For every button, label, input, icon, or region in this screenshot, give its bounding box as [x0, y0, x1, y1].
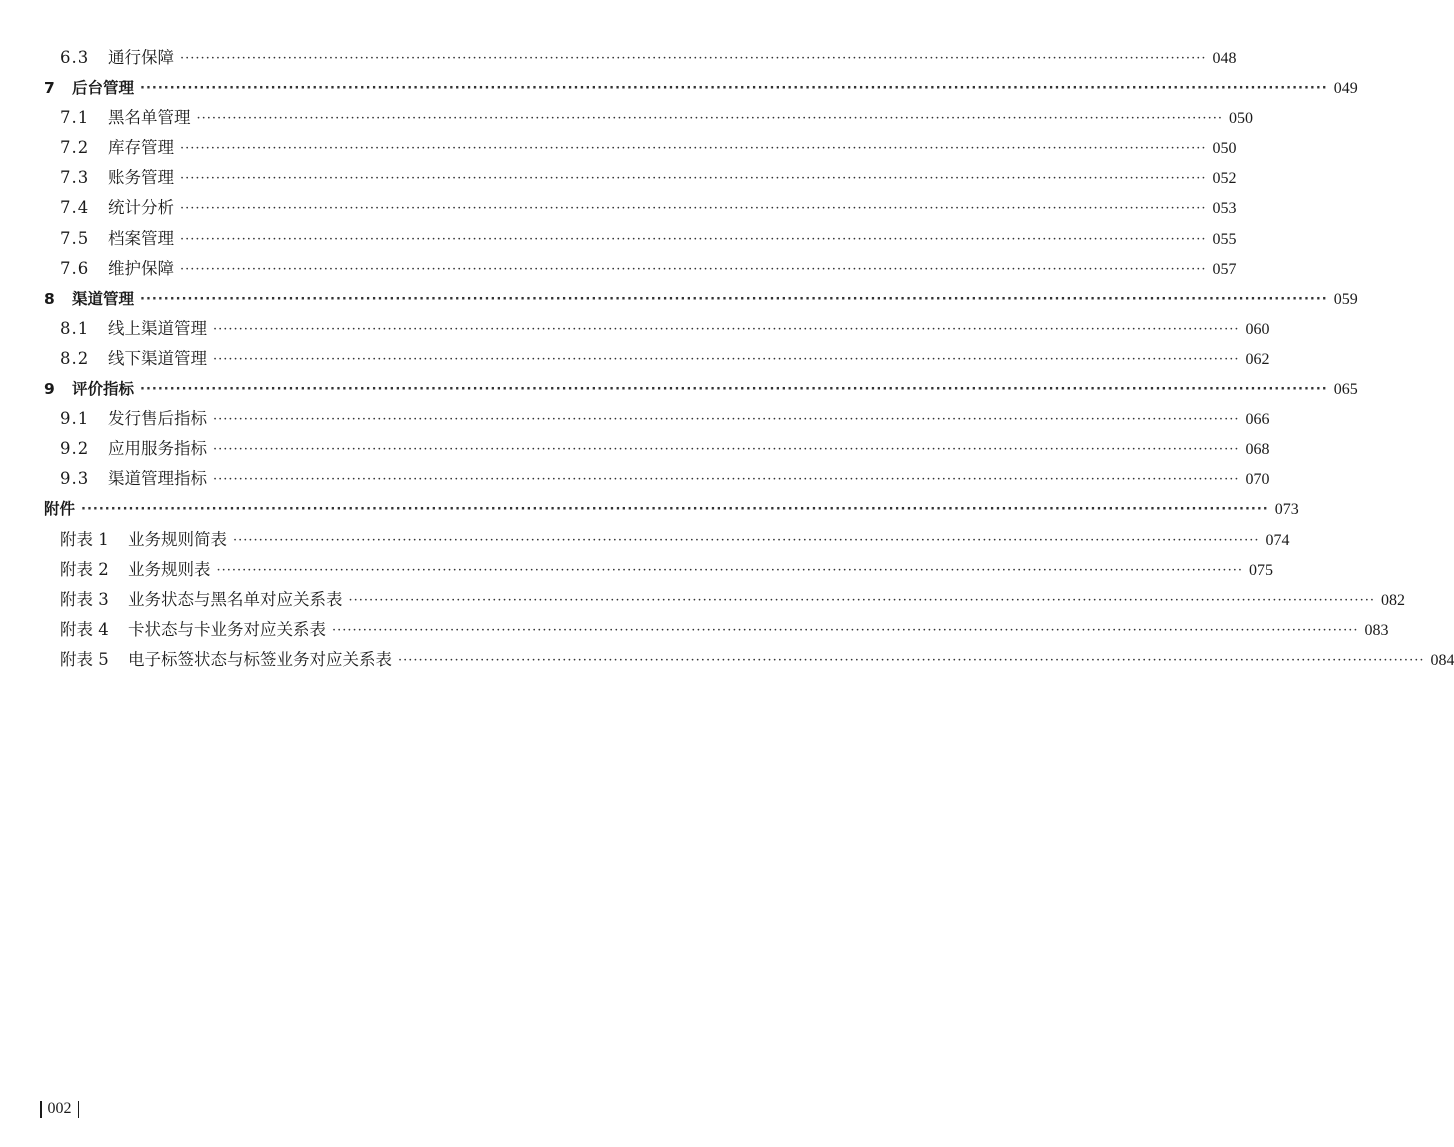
toc-entry-title: 附件: [44, 500, 76, 519]
toc-dot-leader: ········································································································································································································: [213, 472, 1240, 488]
toc-dot-leader: ········································································································································································································: [216, 562, 1243, 578]
toc-entry-page: 083: [1364, 621, 1389, 639]
toc-dot-leader: ········································································································································································································: [140, 81, 1328, 97]
toc-entry-title: 通行保障: [108, 48, 174, 67]
toc-dot-leader: ········································································································································································································: [180, 171, 1207, 187]
page-footer: [40, 1100, 79, 1118]
toc-dot-leader: ········································································································································································································: [348, 592, 1375, 608]
toc-entry-page: 068: [1245, 441, 1270, 459]
toc-entry-page: 070: [1245, 471, 1270, 489]
toc-dot-leader: ········································································································································································································: [140, 382, 1328, 398]
toc-entry: [44, 464, 1270, 494]
toc-dot-leader: ········································································································································································································: [398, 652, 1425, 668]
toc-entry-title: 业务规则表: [128, 559, 211, 579]
toc-entry-title: 黑名单管理: [108, 108, 191, 128]
toc-entry-page: 066: [1245, 411, 1270, 429]
table-of-contents: [44, 43, 1454, 675]
toc-entry-page: 065: [1333, 381, 1358, 399]
toc-entry-title: 线下渠道管理: [108, 348, 207, 368]
toc-entry-number: 9.1: [60, 409, 90, 429]
toc-entry-title: 电子标签状态与标签业务对应关系表: [128, 649, 392, 669]
toc-entry-title: 渠道管理: [72, 289, 135, 308]
toc-entry: [44, 404, 1270, 434]
toc-entry: [44, 43, 1237, 73]
toc-entry: [44, 314, 1270, 344]
toc-entry-title: 线上渠道管理: [108, 318, 207, 338]
toc-entry-title: 统计分析: [108, 198, 174, 218]
toc-entry-title: 业务状态与黑名单对应关系表: [128, 589, 343, 609]
toc-entry-title: 应用服务指标: [108, 439, 207, 459]
toc-entry: [44, 494, 1299, 524]
toc-entry-title: 后台管理: [72, 79, 135, 98]
toc-entry-number: 附表 1: [60, 529, 109, 549]
toc-entry-title: 维护保障: [108, 258, 174, 278]
toc-entry-number: 8.1: [60, 318, 90, 338]
toc-dot-leader: ········································································································································································································: [81, 502, 1269, 518]
toc-entry-page: 050: [1228, 110, 1253, 128]
toc-entry-number: 9.3: [60, 469, 90, 489]
folio-left-rule: [40, 1101, 42, 1118]
toc-entry-number: 7.2: [60, 138, 90, 158]
toc-entry-page: 075: [1248, 561, 1273, 579]
toc-entry: [44, 133, 1237, 163]
toc-entry-number: 7.4: [60, 198, 90, 218]
toc-entry-number: 7.6: [60, 258, 90, 278]
toc-entry-number: 附表 4: [60, 619, 109, 639]
toc-entry: [44, 374, 1358, 404]
toc-entry-title: 卡状态与卡业务对应关系表: [128, 619, 326, 639]
toc-entry-page: 084: [1430, 651, 1454, 669]
folio-right-rule: [78, 1101, 80, 1118]
toc-entry-page: 055: [1212, 230, 1237, 248]
toc-entry-page: 057: [1212, 260, 1237, 278]
toc-entry: [44, 254, 1237, 284]
toc-entry-page: 048: [1212, 50, 1237, 67]
toc-entry-number: 6.3: [60, 48, 90, 67]
toc-entry-page: 073: [1274, 501, 1299, 519]
toc-entry: [44, 73, 1358, 103]
toc-dot-leader: ········································································································································································································: [213, 412, 1240, 428]
toc-entry-title: 库存管理: [108, 138, 174, 158]
toc-entry-page: 074: [1265, 531, 1290, 549]
toc-entry: [44, 434, 1270, 464]
toc-entry: [44, 585, 1405, 615]
toc-entry-number: 8.2: [60, 348, 90, 368]
toc-entry-page: 049: [1333, 80, 1358, 98]
toc-dot-leader: ········································································································································································································: [180, 261, 1207, 277]
toc-entry-number: 7.3: [60, 168, 90, 188]
toc-dot-leader: ········································································································································································································: [180, 51, 1207, 66]
toc-dot-leader: ········································································································································································································: [233, 532, 1260, 548]
toc-entry-number: 附表 5: [60, 649, 109, 669]
toc-dot-leader: ········································································································································································································: [140, 291, 1328, 307]
toc-dot-leader: ········································································································································································································: [213, 321, 1240, 337]
toc-entry-title: 渠道管理指标: [108, 469, 207, 489]
toc-entry-title: 发行售后指标: [108, 409, 207, 429]
toc-dot-leader: ········································································································································································································: [180, 141, 1207, 157]
toc-dot-leader: ········································································································································································································: [213, 351, 1240, 367]
toc-entry-page: 059: [1333, 290, 1358, 308]
toc-entry-page: 050: [1212, 140, 1237, 158]
toc-entry-number: 附表 2: [60, 559, 109, 579]
toc-dot-leader: ········································································································································································································: [196, 111, 1223, 127]
toc-entry: [44, 645, 1454, 675]
toc-entry-page: 052: [1212, 170, 1237, 188]
toc-entry: [44, 344, 1270, 374]
toc-entry: [44, 615, 1389, 645]
toc-entry-title: 档案管理: [108, 228, 174, 248]
toc-dot-leader: ········································································································································································································: [213, 442, 1240, 458]
toc-entry: [44, 193, 1237, 223]
toc-entry: [44, 224, 1237, 254]
toc-entry-number: 8: [44, 289, 55, 308]
toc-entry-title: 账务管理: [108, 168, 174, 188]
toc-entry-page: 053: [1212, 200, 1237, 218]
toc-dot-leader: ········································································································································································································: [332, 622, 1359, 638]
toc-entry: [44, 555, 1273, 585]
page-number: 002: [47, 1100, 72, 1117]
toc-entry: [44, 163, 1237, 193]
toc-entry-page: 082: [1380, 591, 1405, 609]
toc-entry-number: 9: [44, 380, 55, 399]
toc-entry-title: 评价指标: [72, 380, 135, 399]
toc-dot-leader: ········································································································································································································: [180, 201, 1207, 217]
toc-entry-number: 7.1: [60, 108, 90, 128]
toc-entry: [44, 103, 1253, 133]
toc-entry-number: 9.2: [60, 439, 90, 459]
toc-entry-page: 060: [1245, 320, 1270, 338]
toc-entry: [44, 284, 1358, 314]
toc-entry-number: 7: [44, 79, 55, 98]
toc-entry-number: 7.5: [60, 228, 90, 248]
toc-entry-title: 业务规则简表: [128, 529, 227, 549]
toc-entry: [44, 525, 1290, 555]
toc-dot-leader: ········································································································································································································: [180, 231, 1207, 247]
toc-entry-page: 062: [1245, 350, 1270, 368]
toc-entry-number: 附表 3: [60, 589, 109, 609]
